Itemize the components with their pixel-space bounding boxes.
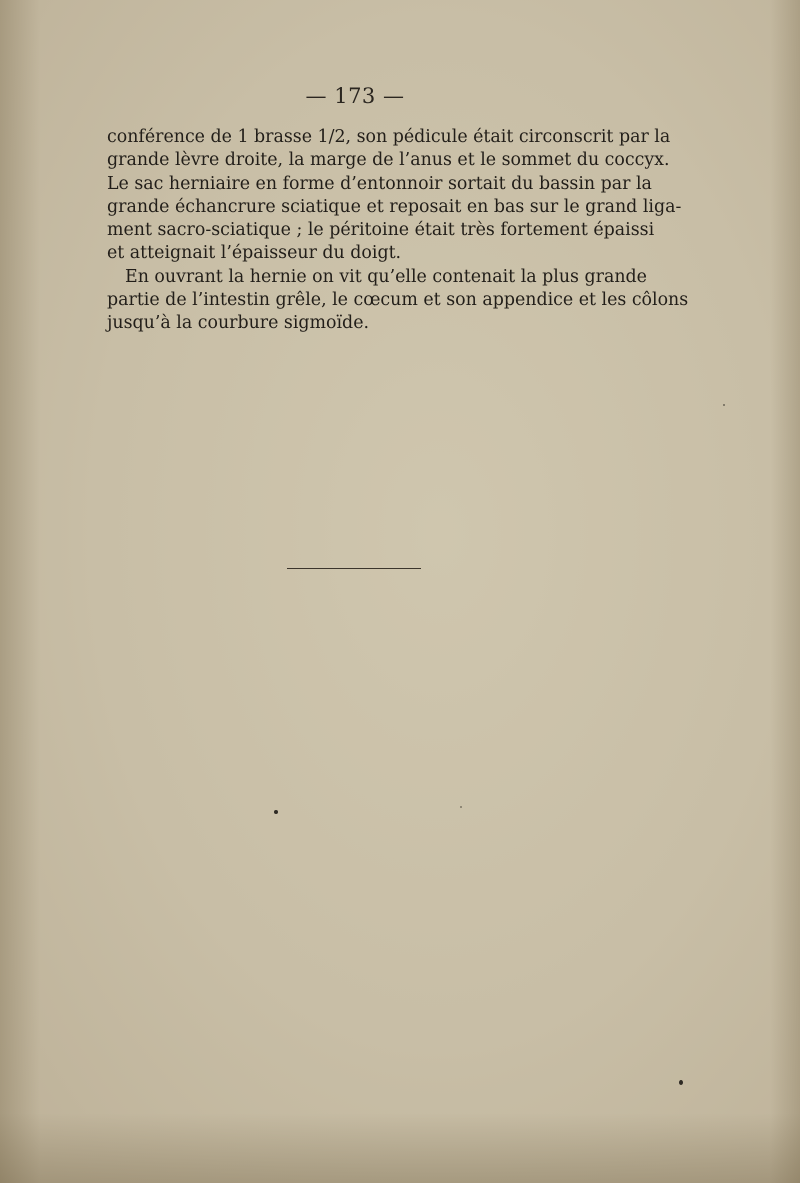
text-line: partie de l’intestin grêle, le cœcum et son appendice et les côlons	[107, 290, 689, 311]
text-line: grande lèvre droite, la marge de l’anus et le sommet du coccyx.	[107, 150, 670, 171]
paragraph-1	[107, 126, 682, 266]
page-number: — 173 —	[305, 84, 405, 108]
paper-speck	[274, 810, 278, 814]
text-line: jusqu’à la courbure sigmoïde.	[107, 313, 370, 334]
page-shadow-left	[0, 0, 40, 1183]
paper-speck	[460, 806, 462, 808]
text-line: grande échancrure sciatique et reposait en bas sur le grand liga-	[107, 196, 682, 217]
text-line: ment sacro-sciatique ; le péritoine était très fortement épaissi	[107, 220, 655, 241]
text-line: En ouvrant la hernie on vit qu’elle contenait la plus grande	[125, 266, 647, 287]
page-shadow-right	[770, 0, 800, 1183]
text-line: Le sac herniaire en forme d’entonnoir sortait du bassin par la	[107, 173, 652, 194]
paragraph-2	[107, 266, 689, 336]
section-divider	[287, 568, 421, 569]
text-line: et atteignait l’épaisseur du doigt.	[107, 243, 402, 264]
page-shadow-bottom	[0, 1113, 800, 1183]
text-line: conférence de 1 brasse 1/2, son pédicule était circonscrit par la	[107, 127, 671, 147]
paper-speck	[679, 1080, 683, 1085]
paper-speck	[723, 404, 725, 406]
body-text	[107, 126, 689, 336]
